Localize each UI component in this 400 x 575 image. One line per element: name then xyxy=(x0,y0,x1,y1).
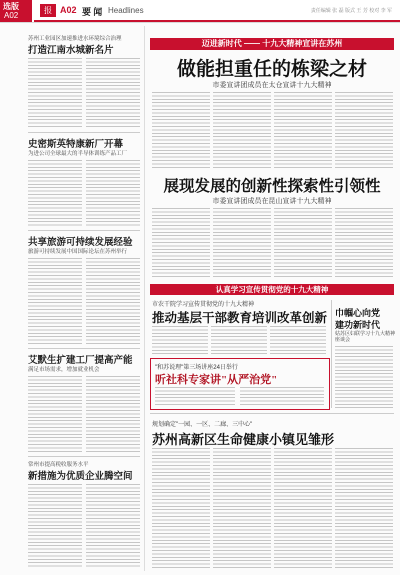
article-body-text xyxy=(28,258,82,344)
section-title-en: Headlines xyxy=(108,6,144,15)
left-subtitle-2: 为进公司全球最大的半导体训练产品工厂 xyxy=(28,151,128,157)
article-body-text xyxy=(274,92,332,170)
edition-tag xyxy=(0,0,32,22)
article-body-text xyxy=(211,326,267,354)
left-kicker-1: 苏州工业园区加速推进水环境综合治理 xyxy=(28,36,122,42)
divider xyxy=(28,456,140,457)
left-subtitle-3: 旅游可持续发展中国国际论坛在苏州举行 xyxy=(28,249,128,255)
article-body-text xyxy=(86,58,140,128)
side-headline-line1: 巾帼心向党 xyxy=(335,308,381,318)
article-body-text xyxy=(335,346,393,408)
side-subtitle: 姑苏区妇联学习十九大精神座谈会 xyxy=(335,331,396,343)
page-number: A02 xyxy=(60,5,77,15)
side-headline-line2: 建功新时代 xyxy=(335,320,381,330)
newspaper-logo: 报 xyxy=(40,4,56,17)
section-title: 要 闻 xyxy=(82,7,103,17)
article-body-text xyxy=(86,484,140,568)
mid-headline-2: 听社科专家讲"从严治党" xyxy=(155,374,278,386)
article-body-text xyxy=(86,160,140,226)
divider xyxy=(28,348,140,349)
article-body-text xyxy=(155,387,235,405)
left-headline-3: 共享旅游可持续发展经验 xyxy=(28,238,133,248)
edition-tag-page: A02 xyxy=(4,11,19,20)
left-column xyxy=(22,26,145,571)
article-body-text xyxy=(240,387,324,405)
article-body-text xyxy=(28,484,82,568)
article-body-text xyxy=(335,208,393,278)
left-subtitle-4: 满足市场需求，增加就业机会 xyxy=(28,367,100,373)
page-header xyxy=(0,0,400,23)
article-body-text xyxy=(270,326,326,354)
editor-credits: 责任编辑 张 磊 版式 王 芳 校对 李 军 xyxy=(310,8,392,14)
article-body-text xyxy=(274,208,332,278)
bottom-kicker: 规划确定"一园、一区、二廊、三中心" xyxy=(152,422,253,428)
article-body-text xyxy=(86,376,140,452)
article-body-text xyxy=(86,258,140,344)
article-body-text xyxy=(335,92,393,170)
mid-headline: 推动基层干部教育培训改革创新 xyxy=(152,311,328,325)
top-banner: 迈进新时代 —— 十九大精神宣讲在苏州 xyxy=(150,38,394,50)
left-kicker-5: 常州市提高税收服务水平 xyxy=(28,462,89,468)
article-body-text xyxy=(28,160,82,226)
mid-banner: 认真学习宣传贯彻党的十九大精神 xyxy=(150,284,394,295)
article-body-text xyxy=(213,448,271,568)
main-subtitle-2: 市委宣讲团成员在昆山宣讲十九大精神 xyxy=(212,198,332,205)
article-body-text xyxy=(213,92,271,170)
article-body-text xyxy=(213,208,271,278)
divider xyxy=(150,413,394,414)
divider xyxy=(28,132,140,133)
column-divider xyxy=(331,300,332,408)
article-body-text xyxy=(152,326,208,354)
left-headline-2: 史密斯英特康新厂开幕 xyxy=(28,140,124,150)
main-subtitle-1: 市委宣讲团成员在太仓宣讲十九大精神 xyxy=(212,82,332,89)
article-body-text xyxy=(274,448,332,568)
main-headline-1: 做能担重任的栋梁之材 xyxy=(176,59,367,80)
article-body-text xyxy=(28,376,82,452)
article-body-text xyxy=(152,208,210,278)
article-body-text xyxy=(152,92,210,170)
article-body-text xyxy=(28,58,82,128)
main-headline-2: 展现发展的创新性探索性引领性 xyxy=(163,178,381,195)
header-rule xyxy=(34,20,400,22)
divider xyxy=(28,230,140,231)
article-body-text xyxy=(152,448,210,568)
edition-tag-label: 选版 xyxy=(3,2,19,11)
mid-kicker-2: "和苏说理"第三场讲座24日举行 xyxy=(155,365,238,371)
mid-kicker: 市农干院学习宣传贯彻党的十九大精神 xyxy=(152,302,255,308)
bottom-headline: 苏州高新区生命健康小镇见雏形 xyxy=(152,432,335,447)
article-body-text xyxy=(335,448,393,568)
left-headline-1: 打造江南水城新名片 xyxy=(28,46,114,56)
left-headline-5: 新措施为优质企业腾空间 xyxy=(28,472,133,482)
left-headline-4: 艾默生扩建工厂提高产能 xyxy=(28,356,133,366)
